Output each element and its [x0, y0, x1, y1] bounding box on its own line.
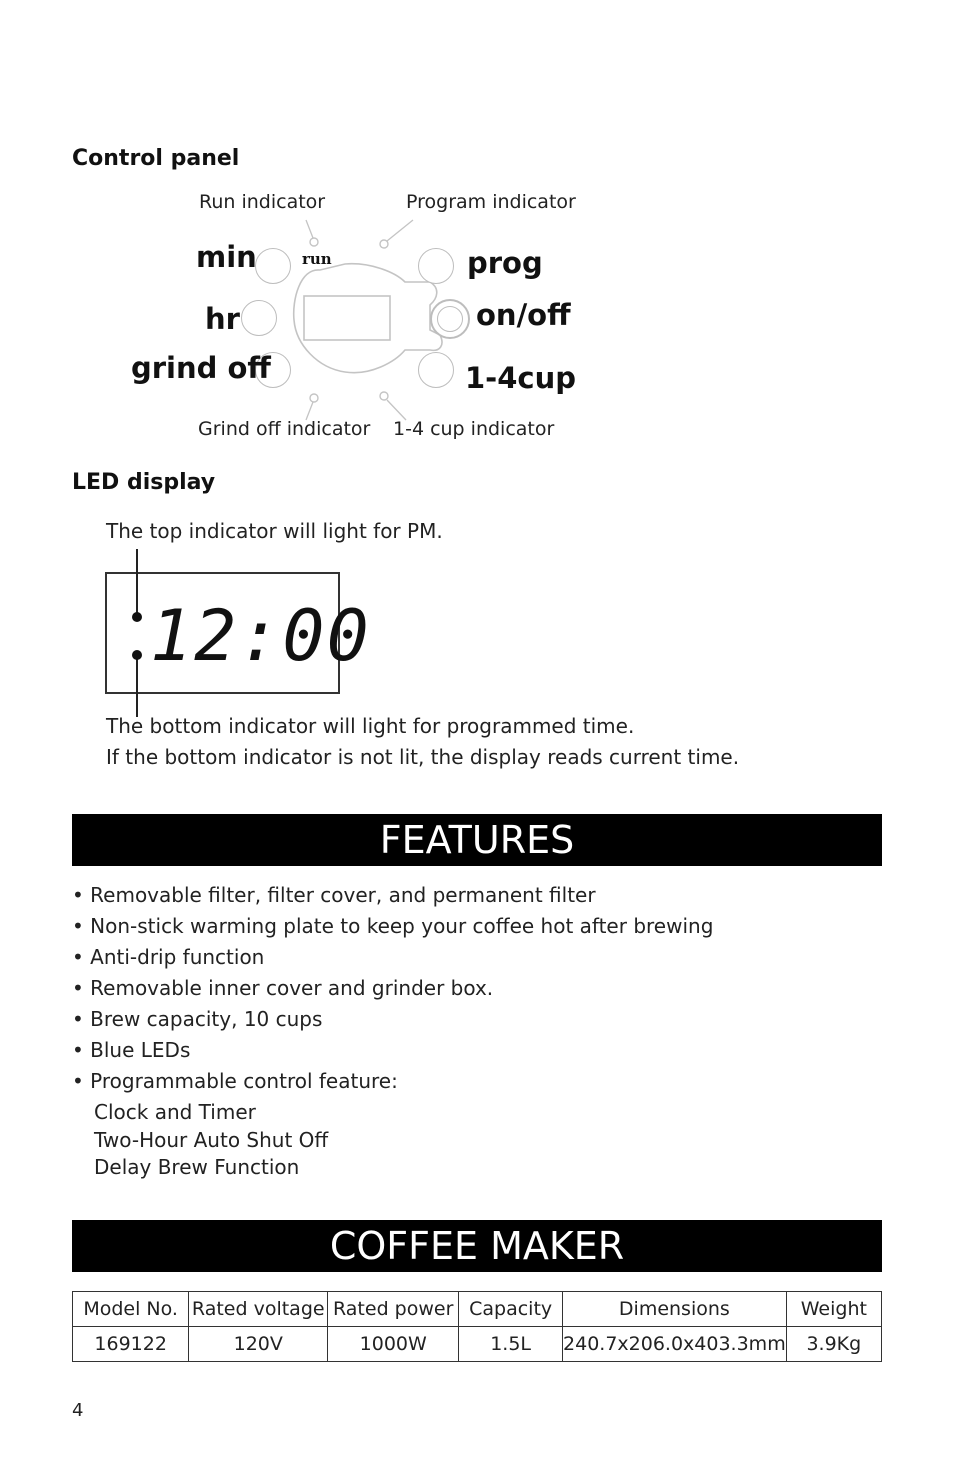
prog-label: prog: [467, 246, 543, 280]
list-item: Delay Brew Function: [94, 1155, 300, 1179]
current-time-note: If the bottom indicator is not lit, the display reads current time.: [106, 745, 740, 769]
list-item: • Blue LEDs: [72, 1038, 191, 1062]
bottom-indicator-note: The bottom indicator will light for programmed time.: [106, 714, 635, 738]
panel-outline: [294, 264, 442, 373]
grind-off-indicator-dot: [310, 394, 318, 402]
specs-table: [72, 1291, 882, 1362]
table-header-cell: Model No.: [73, 1292, 189, 1327]
table-header-row: [73, 1292, 882, 1327]
pm-indicator-dot: [132, 612, 142, 622]
led-display-heading: LED display: [72, 470, 216, 495]
table-cell: 1000W: [328, 1327, 459, 1362]
cup-indicator-callout: 1-4 cup indicator: [393, 418, 555, 440]
panel-display-window: [304, 296, 390, 340]
program-indicator-callout: Program indicator: [406, 191, 576, 213]
list-item: • Anti-drip function: [72, 945, 265, 969]
on-off-label: on/off: [476, 298, 571, 332]
prog-button[interactable]: [418, 248, 454, 284]
list-item: • Programmable control feature:: [72, 1069, 398, 1093]
program-indicator-dot: [380, 240, 388, 248]
page-number: 4: [72, 1400, 84, 1421]
hr-button[interactable]: [241, 300, 277, 336]
cup-button[interactable]: [418, 352, 454, 388]
control-panel-heading: Control panel: [72, 146, 240, 171]
min-button[interactable]: [255, 248, 291, 284]
list-item: • Removable filter, filter cover, and permanent filter: [72, 883, 596, 907]
grind-off-label: grind off: [131, 351, 271, 385]
control-panel-diagram: [0, 0, 954, 470]
table-cell: 169122: [73, 1327, 189, 1362]
features-list: [72, 880, 713, 1097]
top-indicator-note: The top indicator will light for PM.: [106, 519, 443, 543]
run-label: run: [302, 250, 332, 268]
program-time-indicator-dot: [132, 650, 142, 660]
hr-label: hr: [205, 302, 240, 336]
list-item: • Removable inner cover and grinder box.: [72, 976, 494, 1000]
bottom-indicator-line: [136, 655, 138, 717]
run-indicator-callout: Run indicator: [199, 191, 326, 213]
coffee-maker-banner: COFFEE MAKER: [72, 1220, 882, 1272]
table-row: [73, 1327, 882, 1362]
programmable-features-sublist: [94, 1099, 328, 1182]
table-cell: 240.7x206.0x403.3mm: [563, 1327, 787, 1362]
run-indicator-dot: [310, 238, 318, 246]
table-cell: 1.5L: [459, 1327, 563, 1362]
table-header-cell: Rated voltage: [189, 1292, 328, 1327]
table-cell: 120V: [189, 1327, 328, 1362]
led-digits: 12:00: [150, 595, 371, 677]
list-item: • Brew capacity, 10 cups: [72, 1007, 323, 1031]
table-header-cell: Weight: [786, 1292, 881, 1327]
table-header-cell: Dimensions: [563, 1292, 787, 1327]
list-item: Clock and Timer: [94, 1100, 256, 1124]
on-off-inner-ring: [437, 306, 463, 332]
top-indicator-line: [136, 549, 138, 619]
table-header-cell: Rated power: [328, 1292, 459, 1327]
list-item: • Non-stick warming plate to keep your coffee hot after brewing: [72, 914, 714, 938]
cup-label: 1-4cup: [465, 361, 576, 395]
features-banner: FEATURES: [72, 814, 882, 866]
on-off-button[interactable]: [430, 299, 470, 339]
table-header-cell: Capacity: [459, 1292, 563, 1327]
table-cell: 3.9Kg: [786, 1327, 881, 1362]
min-label: min: [196, 240, 257, 274]
grind-off-indicator-callout: Grind off indicator: [198, 418, 371, 440]
list-item: Two-Hour Auto Shut Off: [94, 1127, 329, 1152]
cup-indicator-dot: [380, 392, 388, 400]
